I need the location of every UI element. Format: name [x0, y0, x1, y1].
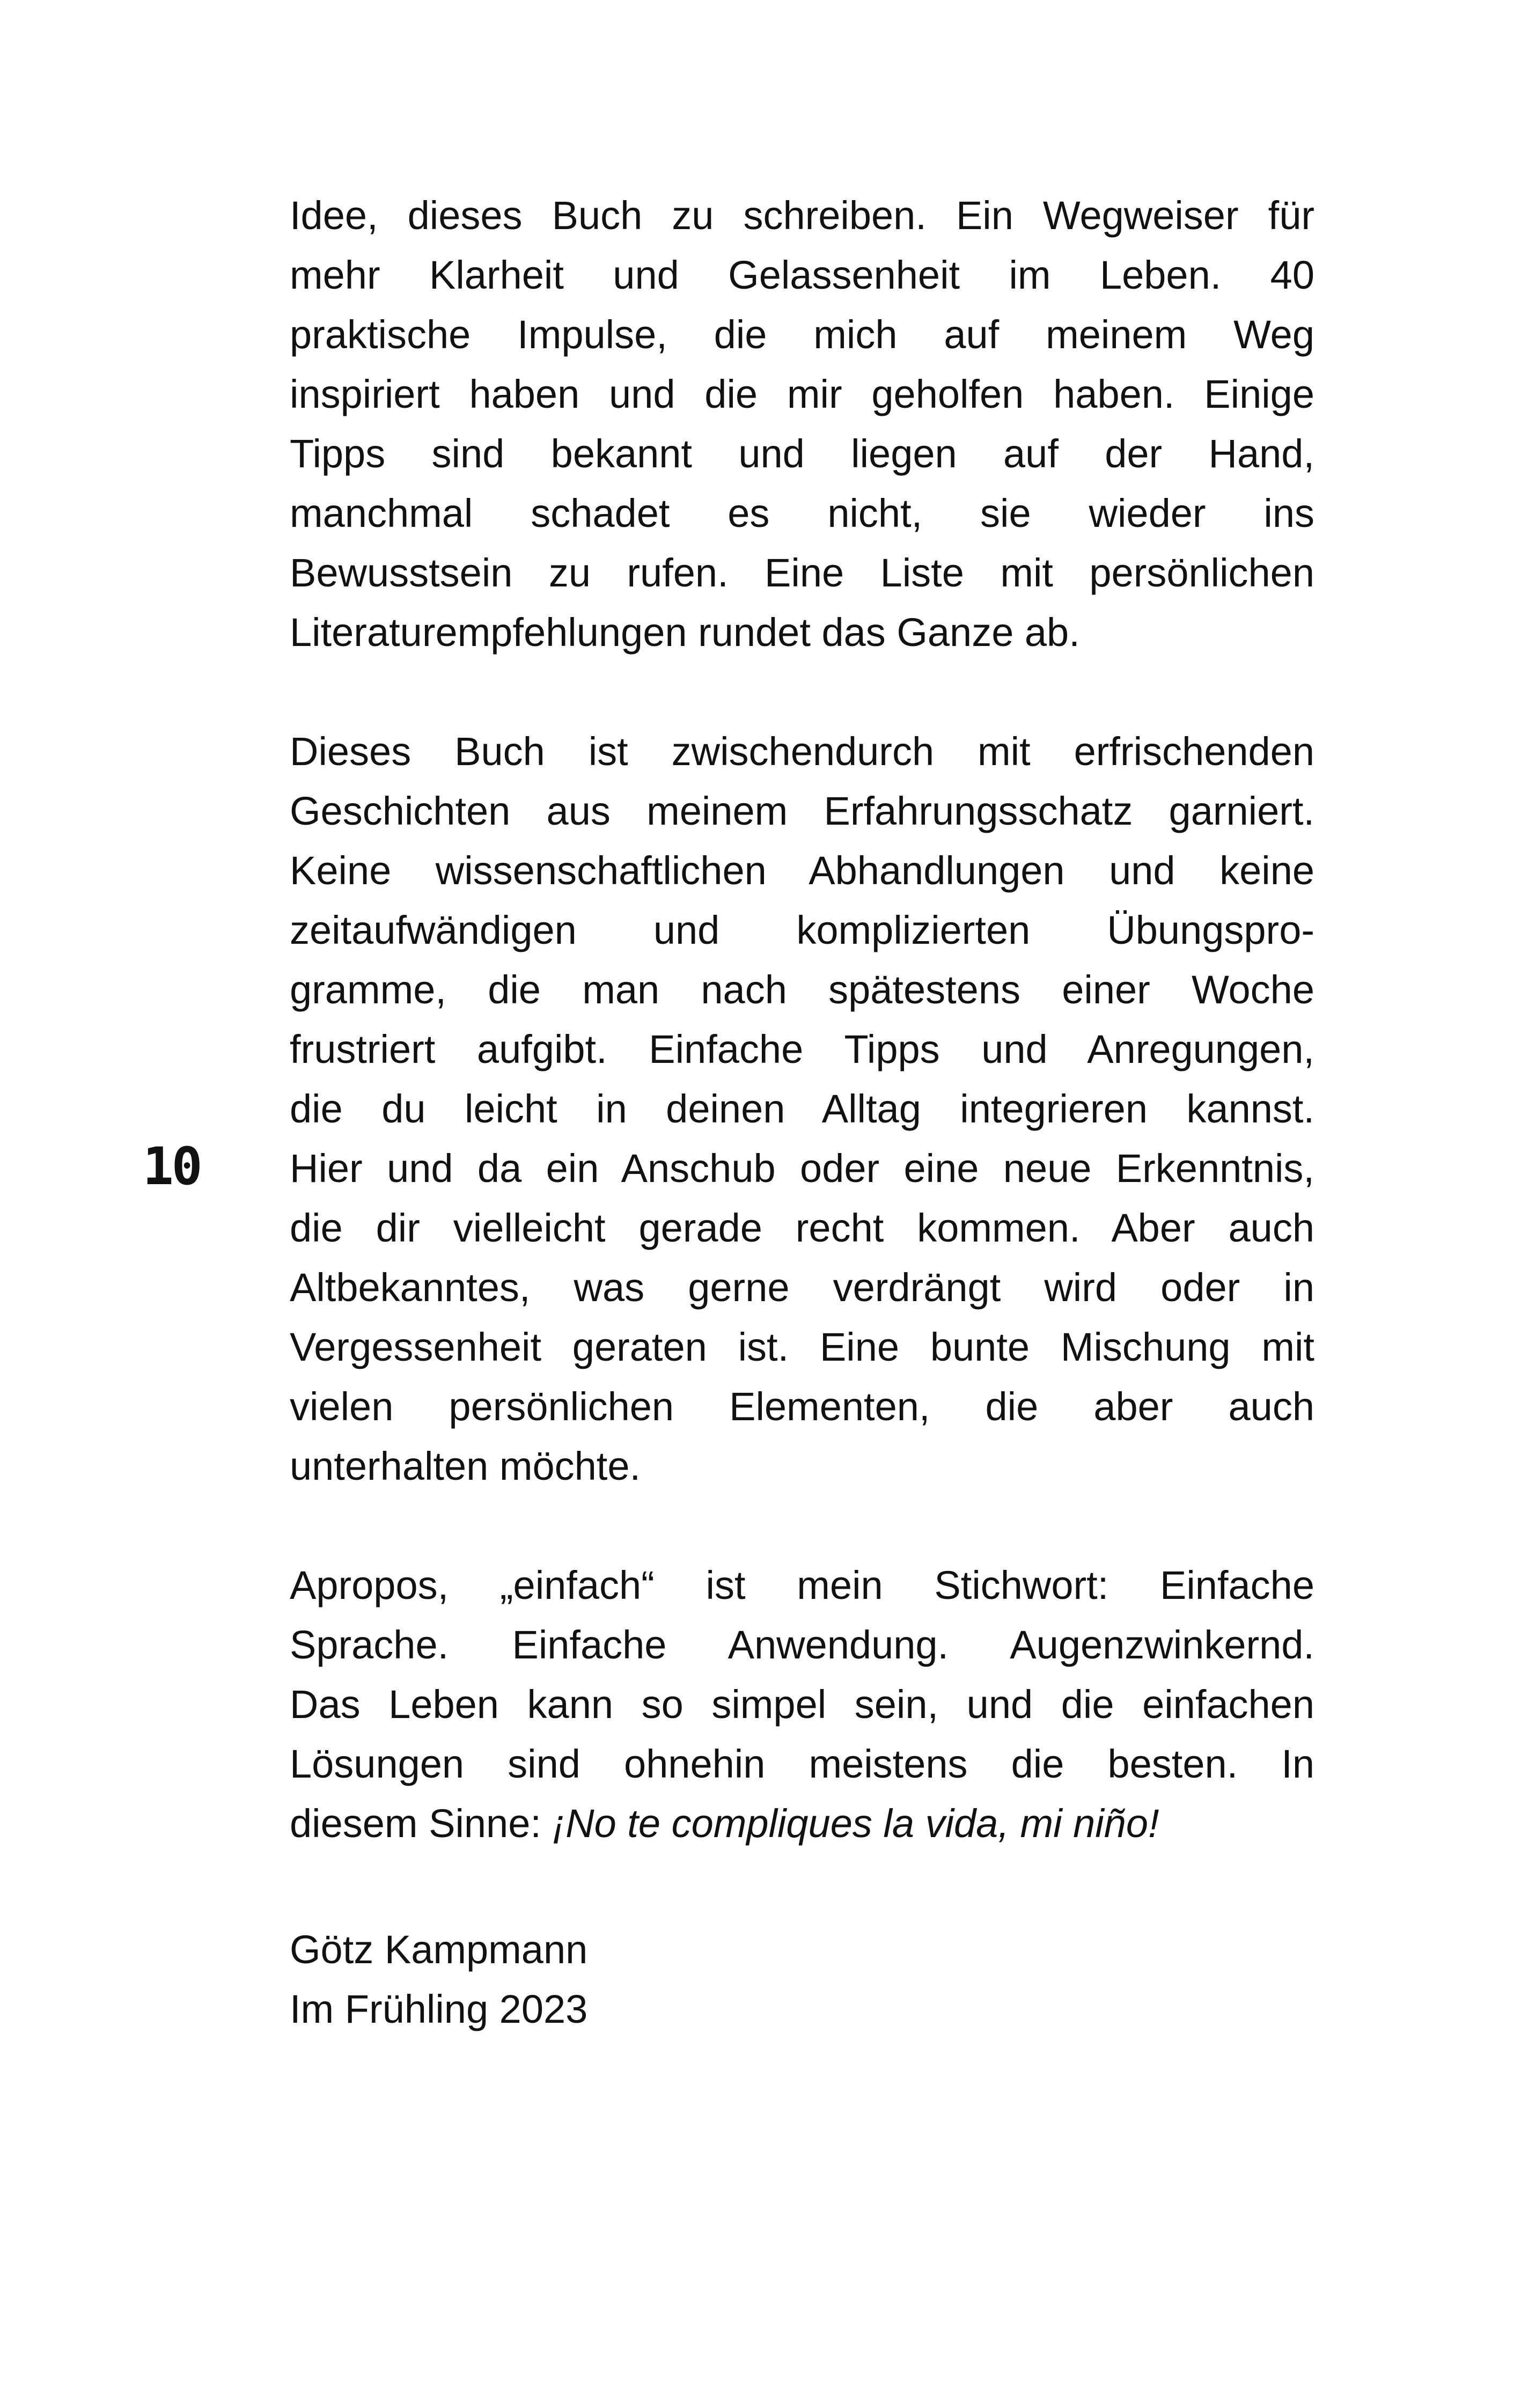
text-line: unterhalten möchte.	[290, 1444, 641, 1488]
text-line: mehr Klarheit und Gelassenheit im Leben. 40	[290, 253, 1314, 297]
text-line: Hier und da ein Anschub oder eine neue Erkenntnis,	[290, 1146, 1314, 1191]
text-line: Sprache. Einfache Anwendung. Augenzwinkernd.	[290, 1623, 1314, 1667]
paragraph-1	[290, 186, 1314, 662]
text-line: die du leicht in deinen Alltag integrieren kannst.	[290, 1086, 1314, 1131]
text-line: Idee, dieses Buch zu schreiben. Ein Wegweiser für	[290, 193, 1314, 238]
text-line: Bewusstsein zu rufen. Eine Liste mit persönlichen	[290, 550, 1314, 595]
text-line: zeitaufwändigen und komplizierten Übungspro-	[290, 908, 1314, 952]
text-line: vielen persönlichen Elementen, die aber auch	[290, 1384, 1314, 1429]
paragraph-3	[290, 1555, 1314, 1853]
text-line-prefix: diesem Sinne:	[290, 1801, 553, 1846]
text-line	[290, 1794, 1314, 1853]
text-line: frustriert aufgibt. Einfache Tipps und Anregungen,	[290, 1027, 1314, 1071]
paragraph-2	[290, 722, 1314, 1496]
text-line: praktische Impulse, die mich auf meinem Weg	[290, 312, 1314, 357]
text-line: inspiriert haben und die mir geholfen haben. Einige	[290, 372, 1314, 416]
text-line: Lösungen sind ohnehin meistens die besten. In	[290, 1742, 1314, 1786]
body-text	[290, 186, 1314, 1853]
text-line: Dieses Buch ist zwischendurch mit erfrischenden	[290, 729, 1314, 774]
text-line: die dir vielleicht gerade recht kommen. Aber auch	[290, 1206, 1314, 1250]
signature	[290, 1920, 587, 2039]
text-line: Das Leben kann so simpel sein, und die einfachen	[290, 1682, 1314, 1727]
text-line: manchmal schadet es nicht, sie wieder ins	[290, 491, 1314, 535]
text-line: Geschichten aus meinem Erfahrungsschatz garniert.	[290, 789, 1314, 833]
signature-date: Im Frühling 2023	[290, 1987, 588, 2031]
text-line: Vergessenheit geraten ist. Eine bunte Mischung mit	[290, 1325, 1314, 1369]
text-line: Literaturempfehlungen rundet das Ganze ab.	[290, 610, 1080, 655]
text-line: Apropos, „einfach“ ist mein Stichwort: Einfache	[290, 1563, 1314, 1607]
text-line: gramme, die man nach spätestens einer Woche	[290, 967, 1314, 1012]
page-number: 10	[143, 1136, 201, 1196]
text-line: Tipps sind bekannt und liegen auf der Hand,	[290, 431, 1314, 476]
spanish-quote: ¡No te compliques la vida, mi niño!	[552, 1801, 1159, 1846]
text-line: Keine wissenschaftlichen Abhandlungen und keine	[290, 848, 1314, 893]
text-line: Altbekanntes, was gerne verdrängt wird oder in	[290, 1265, 1314, 1310]
author-name: Götz Kampmann	[290, 1927, 588, 1972]
